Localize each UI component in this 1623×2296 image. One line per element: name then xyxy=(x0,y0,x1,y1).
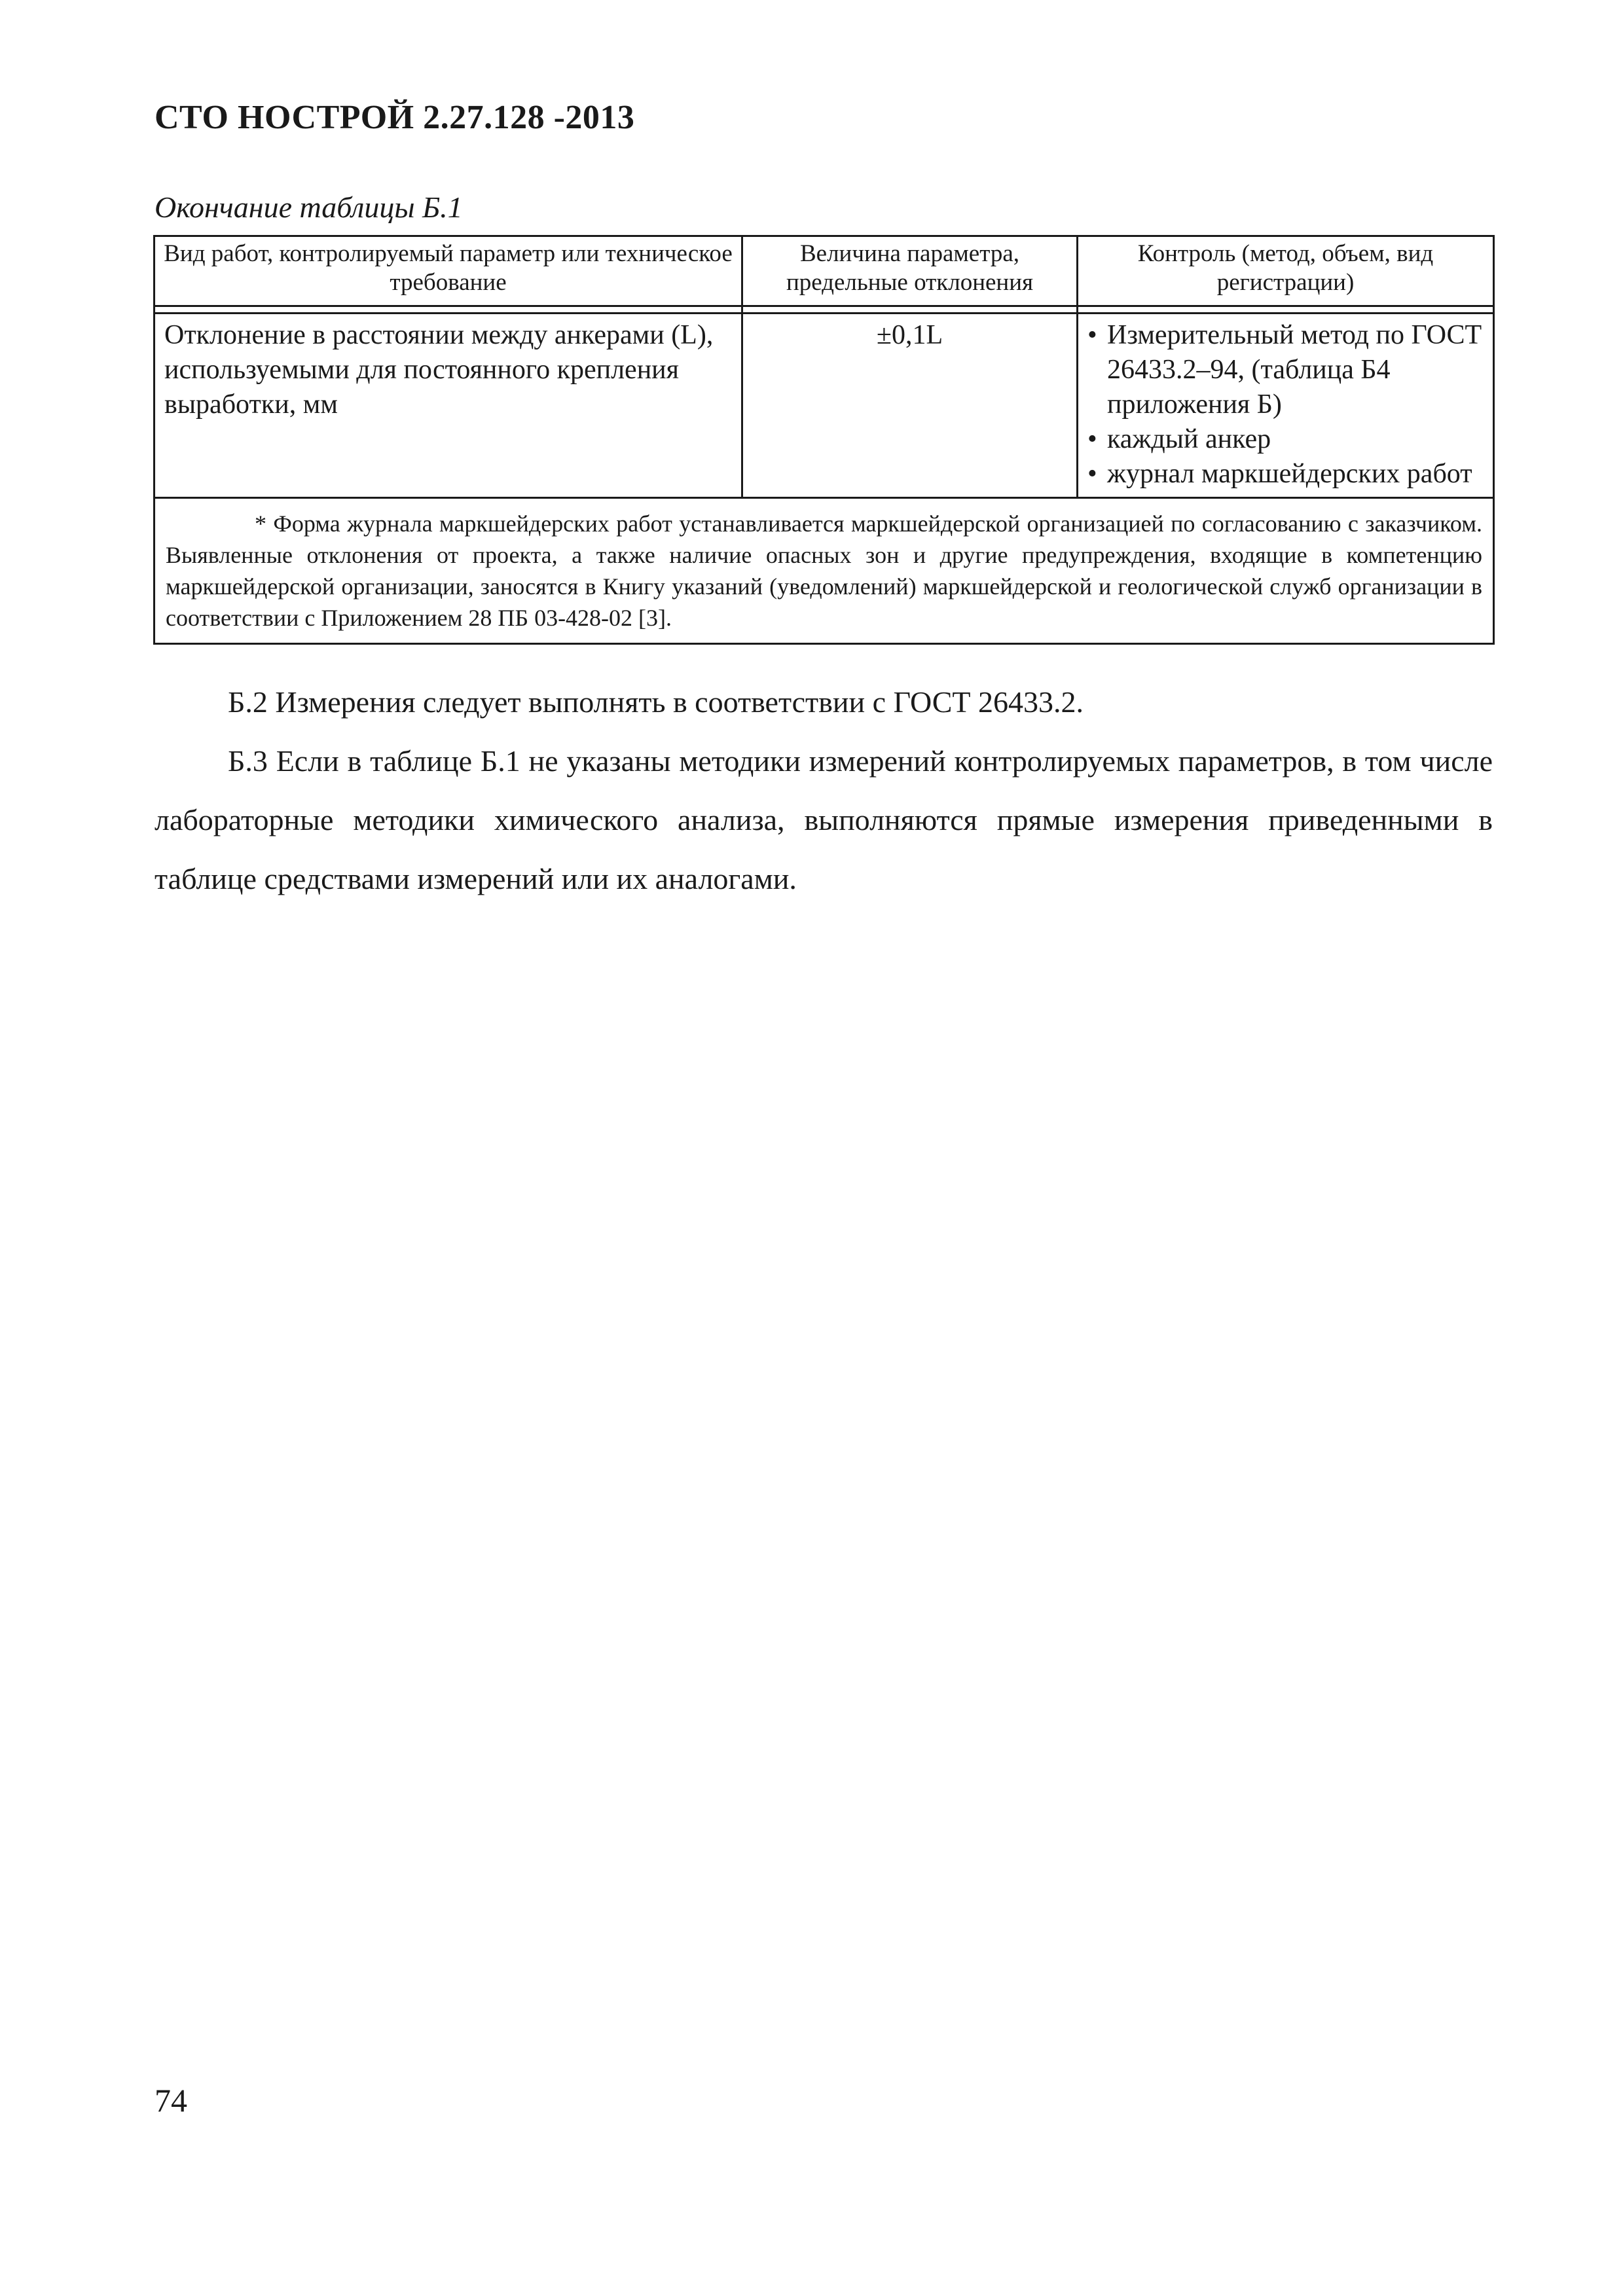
table-header-row xyxy=(155,236,1494,306)
parameter-cell: Отклонение в расстоянии между анкерами (L), используемыми для постоянного крепления выработки, мм xyxy=(155,314,742,498)
data-table xyxy=(153,235,1495,645)
table-note-row xyxy=(155,498,1494,644)
control-list xyxy=(1087,318,1484,492)
bullet-icon: • xyxy=(1087,459,1097,489)
table-caption: Окончание таблицы Б.1 xyxy=(155,190,463,224)
table-note-text: * Форма журнала маркшейдерских работ устанавливается маркшейдерской организацией по согласованию с заказчиком. Выявленные отклонения от проекта, а также наличие опасных зон и другие предупреждения, входящие в компетенцию маркшейдерской организации, заносятся в Книгу указаний (уведомлений) маркшейдерской и геологической служб организации в соответствии с Приложением 28 ПБ 03-428-02 [3]. xyxy=(166,511,1482,631)
paragraph-text: Б.2 Измерения следует выполнять в соответствии с ГОСТ 26433.2. xyxy=(228,685,1084,719)
column-header: Контроль (метод, объем, вид регистрации) xyxy=(1078,236,1494,306)
table-note xyxy=(155,498,1494,644)
bullet-icon: • xyxy=(1087,424,1097,454)
list-item: • журнал маркшейдерских работ xyxy=(1087,457,1484,492)
value-cell: ±0,1L xyxy=(742,314,1078,498)
table-row xyxy=(155,314,1494,498)
paragraph xyxy=(155,673,1493,732)
page-number: 74 xyxy=(155,2082,187,2119)
list-item: • Измерительный метод по ГОСТ 26433.2–94, (таблица Б4 приложения Б) xyxy=(1087,318,1484,422)
column-header: Вид работ, контролируемый параметр или техническое требование xyxy=(155,236,742,306)
document-header: СТО НОСТРОЙ 2.27.128 -2013 xyxy=(155,99,635,136)
paragraph-text: Б.3 Если в таблице Б.1 не указаны методики измерений контролируемых параметров, в том числе лабораторные методики химического анализа, выполняются прямые измерения приведенными в таблице средствами измерений или их аналогами. xyxy=(155,744,1493,895)
header-separator xyxy=(155,306,1494,314)
list-item: • каждый анкер xyxy=(1087,422,1484,457)
paragraph xyxy=(155,732,1493,908)
column-header: Величина параметра, предельные отклонения xyxy=(742,236,1078,306)
bullet-icon: • xyxy=(1087,320,1097,350)
control-cell xyxy=(1078,314,1494,498)
